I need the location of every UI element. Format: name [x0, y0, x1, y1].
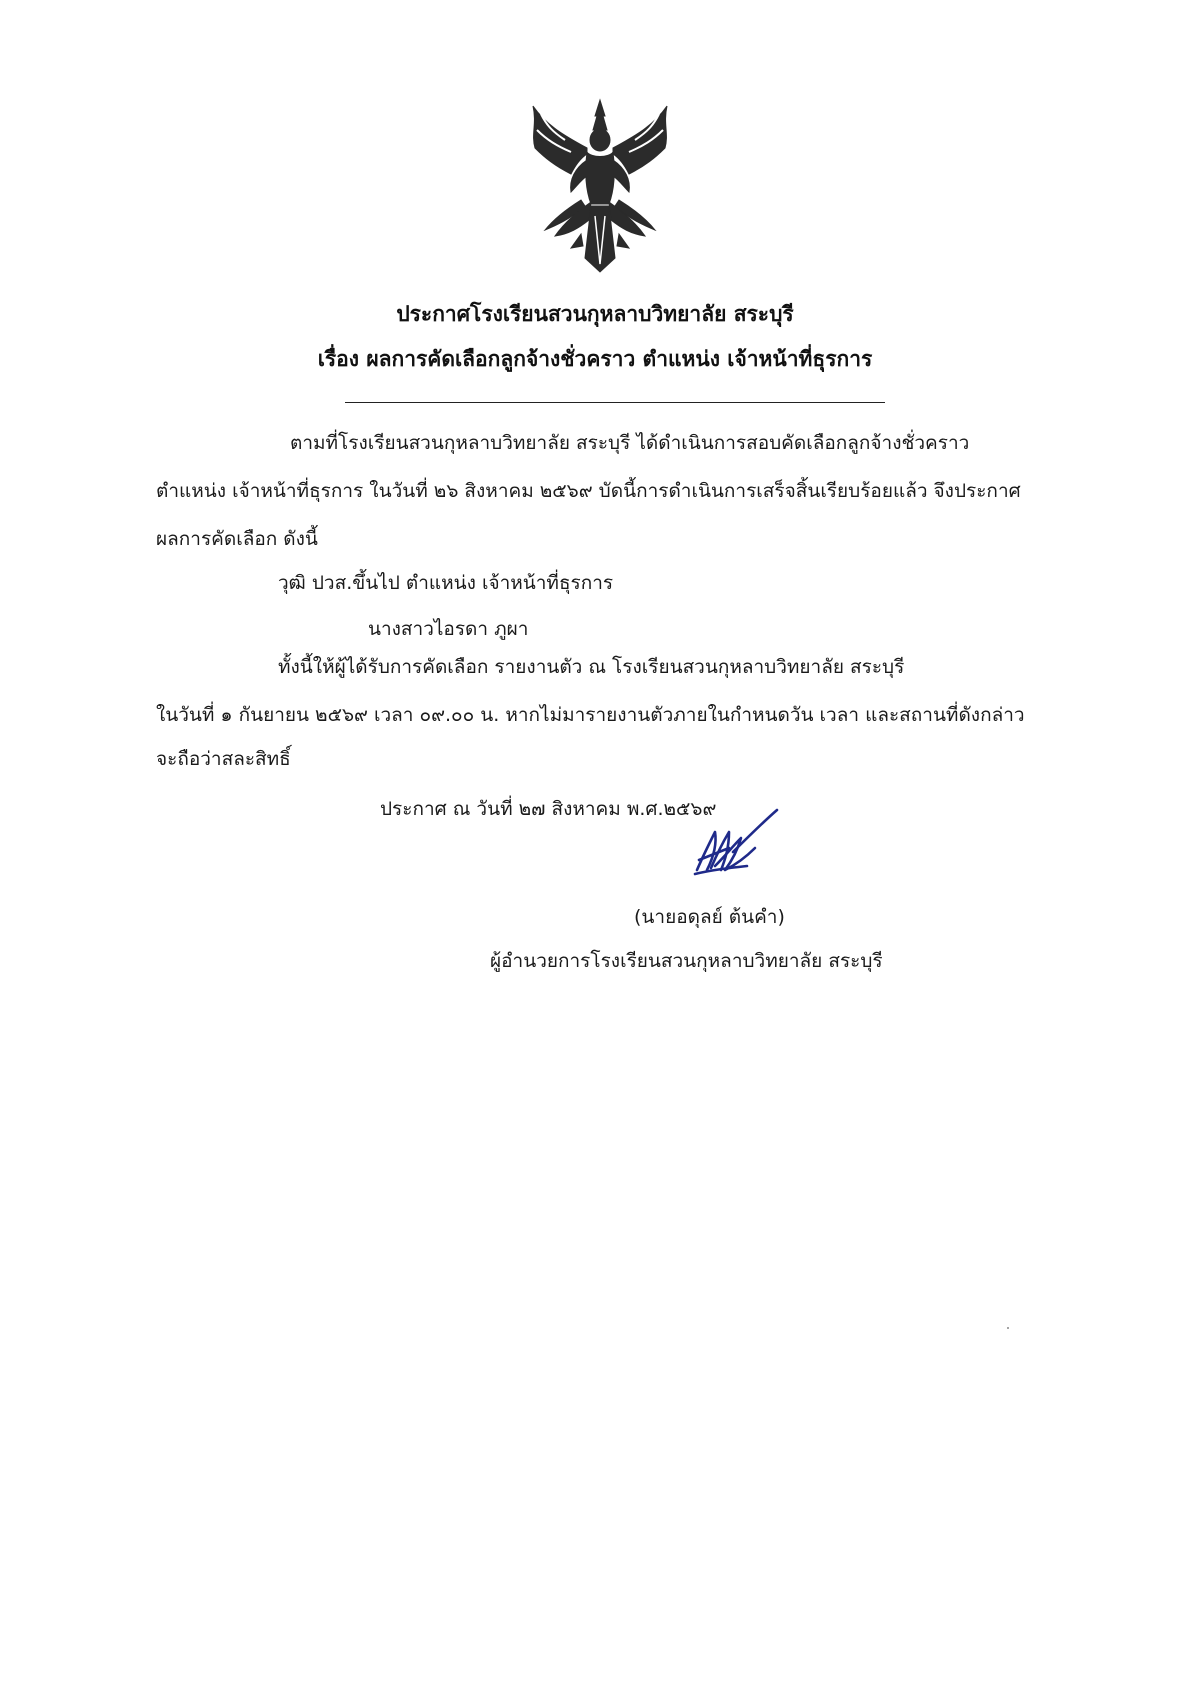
body-para2-line3: จะถือว่าสละสิทธิ์ [156, 748, 291, 770]
garuda-emblem-icon [525, 96, 675, 276]
title-divider [345, 402, 885, 403]
body-para2-line2: ในวันที่ ๑ กันยายน ๒๕๖๙ เวลา ๐๙.๐๐ น. หากไม่มารายงานตัวภายในกำหนดวัน เวลา และสถานที่ดังกล่าว [156, 704, 1025, 726]
announcement-subject: เรื่อง ผลการคัดเลือกลูกจ้างชั่วคราว ตำแหน่ง เจ้าหน้าที่ธุรการ [317, 347, 873, 371]
scan-speck [1007, 1327, 1009, 1329]
candidate-name: นางสาวไอรดา ภูผา [368, 618, 529, 640]
signer-position: ผู้อำนวยการโรงเรียนสวนกุหลาบวิทยาลัย สระบุรี [490, 950, 883, 972]
announce-date: ประกาศ ณ วันที่ ๒๗ สิงหาคม พ.ศ.๒๕๖๙ [380, 798, 717, 820]
qualification-line: วุฒิ ปวส.ขึ้นไป ตำแหน่ง เจ้าหน้าที่ธุรการ [278, 572, 614, 594]
body-para2-line1: ทั้งนี้ให้ผู้ได้รับการคัดเลือก รายงานตัว ณ โรงเรียนสวนกุหลาบวิทยาลัย สระบุรี [278, 656, 905, 678]
signature-mark [685, 808, 785, 888]
body-para1-line2: ตำแหน่ง เจ้าหน้าที่ธุรการ ในวันที่ ๒๖ สิงหาคม ๒๕๖๙ บัดนี้การดำเนินการเสร็จสิ้นเรียบร้อยแล้ว จึงประกาศ [156, 480, 1021, 502]
body-para1-line3: ผลการคัดเลือก ดังนี้ [156, 528, 318, 550]
signer-name: (นายอดุลย์ ต้นคำ) [634, 906, 785, 928]
body-para1-line1: ตามที่โรงเรียนสวนกุหลาบวิทยาลัย สระบุรี ได้ดำเนินการสอบคัดเลือกลูกจ้างชั่วคราว [290, 432, 970, 454]
announcement-title: ประกาศโรงเรียนสวนกุหลาบวิทยาลัย สระบุรี [396, 302, 794, 326]
